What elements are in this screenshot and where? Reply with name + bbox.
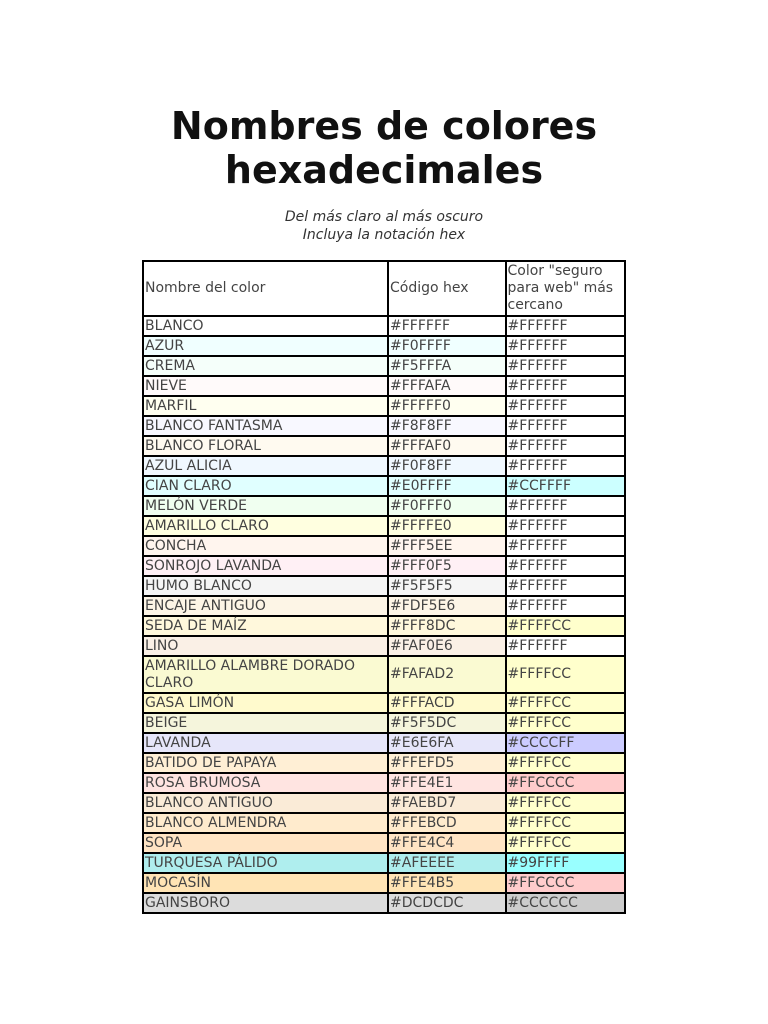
color-name-cell: AMARILLO CLARO: [143, 516, 388, 536]
table-row: [143, 416, 625, 436]
table-header-row: [143, 261, 625, 316]
hex-code-cell: #FFF8DC: [388, 616, 505, 636]
hex-code-cell: #FFF5EE: [388, 536, 505, 556]
header-color-name: Nombre del color: [143, 261, 388, 316]
header-web-safe: Color "seguro para web" más cercano: [506, 261, 626, 316]
hex-code-cell: #FFE4E1: [388, 773, 505, 793]
page-title: [0, 104, 768, 192]
table-row: [143, 536, 625, 556]
hex-code-cell: #F0FFFF: [388, 336, 505, 356]
table-row: [143, 733, 625, 753]
web-safe-cell: #FFFFFF: [506, 456, 626, 476]
color-name-cell: GAINSBORO: [143, 893, 388, 913]
web-safe-cell: #FFFFFF: [506, 336, 626, 356]
web-safe-cell: #FFFFFF: [506, 536, 626, 556]
color-name-cell: MOCASÍN: [143, 873, 388, 893]
web-safe-cell: #99FFFF: [506, 853, 626, 873]
web-safe-cell: #FFFFCC: [506, 713, 626, 733]
color-name-cell: GASA LIMÓN: [143, 693, 388, 713]
table-row: [143, 336, 625, 356]
table-row: [143, 456, 625, 476]
web-safe-cell: #CCFFFF: [506, 476, 626, 496]
table-row: [143, 793, 625, 813]
web-safe-cell: #FFFFCC: [506, 693, 626, 713]
color-name-cell: AMARILLO ALAMBRE DORADO CLARO: [143, 656, 388, 693]
table-row: [143, 813, 625, 833]
color-name-cell: TURQUESA PÁLIDO: [143, 853, 388, 873]
hex-code-cell: #FFE4B5: [388, 873, 505, 893]
web-safe-cell: #FFFFCC: [506, 656, 626, 693]
hex-code-cell: #E0FFFF: [388, 476, 505, 496]
table-row: [143, 893, 625, 913]
table-row: [143, 753, 625, 773]
web-safe-cell: #FFFFFF: [506, 636, 626, 656]
web-safe-cell: #FFFFFF: [506, 396, 626, 416]
subtitle-line-2: Incluya la notación hex: [302, 227, 466, 243]
color-name-cell: ROSA BRUMOSA: [143, 773, 388, 793]
hex-code-cell: #FAFAD2: [388, 656, 505, 693]
color-name-cell: AZUR: [143, 336, 388, 356]
hex-code-cell: #FFF0F5: [388, 556, 505, 576]
table-row: [143, 556, 625, 576]
table-row: [143, 616, 625, 636]
color-name-cell: LAVANDA: [143, 733, 388, 753]
color-name-cell: CIAN CLARO: [143, 476, 388, 496]
web-safe-cell: #FFFFFF: [506, 416, 626, 436]
table-row: [143, 833, 625, 853]
hex-code-cell: #DCDCDC: [388, 893, 505, 913]
color-name-cell: BATIDO DE PAPAYA: [143, 753, 388, 773]
color-name-cell: CREMA: [143, 356, 388, 376]
web-safe-cell: #FFFFCC: [506, 793, 626, 813]
web-safe-cell: #FFCCCC: [506, 873, 626, 893]
table-row: [143, 576, 625, 596]
header-hex-code: Código hex: [388, 261, 505, 316]
hex-code-cell: #F5F5F5: [388, 576, 505, 596]
web-safe-cell: #FFFFCC: [506, 616, 626, 636]
table-row: [143, 356, 625, 376]
hex-code-cell: #F5FFFA: [388, 356, 505, 376]
color-name-cell: BLANCO ANTIGUO: [143, 793, 388, 813]
hex-code-cell: #FFE4C4: [388, 833, 505, 853]
color-name-cell: SONROJO LAVANDA: [143, 556, 388, 576]
table-row: [143, 376, 625, 396]
web-safe-cell: #FFFFFF: [506, 596, 626, 616]
table-row: [143, 316, 625, 336]
color-name-cell: BLANCO ALMENDRA: [143, 813, 388, 833]
hex-code-cell: #F0FFF0: [388, 496, 505, 516]
web-safe-cell: #CCCCFF: [506, 733, 626, 753]
web-safe-cell: #FFFFCC: [506, 833, 626, 853]
web-safe-cell: #FFFFCC: [506, 813, 626, 833]
color-name-cell: BLANCO FANTASMA: [143, 416, 388, 436]
table-row: [143, 516, 625, 536]
hex-code-cell: #F8F8FF: [388, 416, 505, 436]
hex-code-cell: #FFFAFA: [388, 376, 505, 396]
table-row: [143, 396, 625, 416]
web-safe-cell: #FFFFCC: [506, 753, 626, 773]
web-safe-cell: #FFFFFF: [506, 376, 626, 396]
table-row: [143, 656, 625, 693]
color-name-cell: HUMO BLANCO: [143, 576, 388, 596]
table-row: [143, 596, 625, 616]
web-safe-cell: #FFFFFF: [506, 496, 626, 516]
color-table: [142, 260, 626, 914]
hex-code-cell: #E6E6FA: [388, 733, 505, 753]
subtitle-line-1: Del más claro al más oscuro: [284, 209, 484, 225]
table-body: [143, 316, 625, 913]
table-row: [143, 713, 625, 733]
web-safe-cell: #FFFFFF: [506, 556, 626, 576]
color-name-cell: ENCAJE ANTIGUO: [143, 596, 388, 616]
color-name-cell: LINO: [143, 636, 388, 656]
color-name-cell: AZUL ALICIA: [143, 456, 388, 476]
hex-code-cell: #FDF5E6: [388, 596, 505, 616]
hex-code-cell: #FFFAF0: [388, 436, 505, 456]
color-name-cell: SOPA: [143, 833, 388, 853]
color-name-cell: SEDA DE MAÍZ: [143, 616, 388, 636]
color-name-cell: BLANCO: [143, 316, 388, 336]
color-name-cell: NIEVE: [143, 376, 388, 396]
hex-code-cell: #FFFACD: [388, 693, 505, 713]
hex-code-cell: #FFFFE0: [388, 516, 505, 536]
table-row: [143, 853, 625, 873]
hex-code-cell: #FFFFFF: [388, 316, 505, 336]
subtitle: [0, 208, 768, 244]
hex-code-cell: #FFEBCD: [388, 813, 505, 833]
table-row: [143, 636, 625, 656]
title-line-1: Nombres de colores: [170, 104, 598, 148]
web-safe-cell: #FFCCCC: [506, 773, 626, 793]
web-safe-cell: #FFFFFF: [506, 576, 626, 596]
table-row: [143, 693, 625, 713]
table-row: [143, 496, 625, 516]
hex-code-cell: #FFFFF0: [388, 396, 505, 416]
table-row: [143, 873, 625, 893]
hex-code-cell: #FFEFD5: [388, 753, 505, 773]
web-safe-cell: #CCCCCC: [506, 893, 626, 913]
table-row: [143, 476, 625, 496]
title-line-2: hexadecimales: [224, 148, 544, 192]
color-name-cell: MELÓN VERDE: [143, 496, 388, 516]
web-safe-cell: #FFFFFF: [506, 356, 626, 376]
color-name-cell: BLANCO FLORAL: [143, 436, 388, 456]
color-name-cell: BEIGE: [143, 713, 388, 733]
hex-code-cell: #FAF0E6: [388, 636, 505, 656]
hex-code-cell: #F0F8FF: [388, 456, 505, 476]
hex-code-cell: #FAEBD7: [388, 793, 505, 813]
web-safe-cell: #FFFFFF: [506, 436, 626, 456]
hex-code-cell: #F5F5DC: [388, 713, 505, 733]
table-row: [143, 773, 625, 793]
web-safe-cell: #FFFFFF: [506, 516, 626, 536]
hex-code-cell: #AFEEEE: [388, 853, 505, 873]
color-name-cell: CONCHA: [143, 536, 388, 556]
web-safe-cell: #FFFFFF: [506, 316, 626, 336]
table-row: [143, 436, 625, 456]
color-name-cell: MARFIL: [143, 396, 388, 416]
